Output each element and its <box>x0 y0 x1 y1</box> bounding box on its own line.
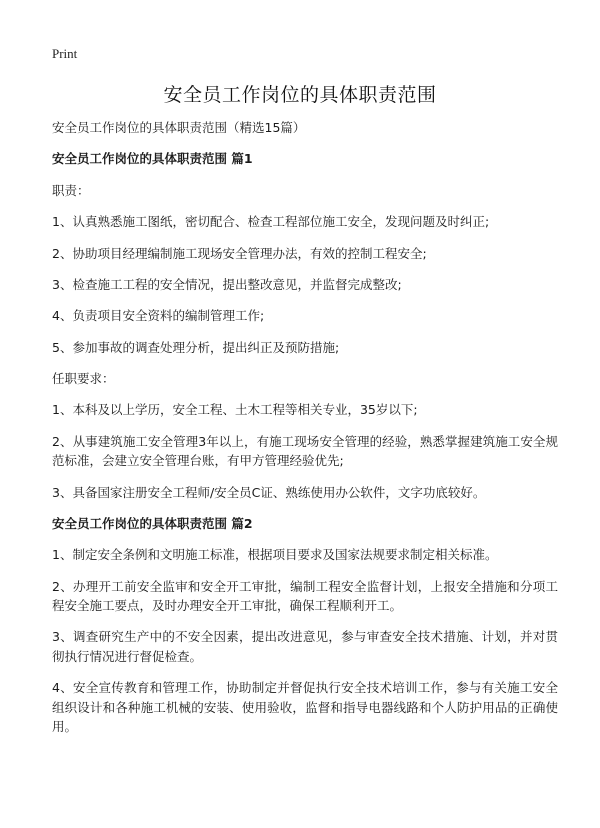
document-subtitle: 安全员工作岗位的具体职责范围（精选15篇） <box>52 120 306 135</box>
section-2 <box>52 514 558 736</box>
list-item: 3、调查研究生产中的不安全因素，提出改进意见，参与审查安全技术措施、计划，并对贯彻执行情况进行督促检查。 <box>52 629 558 664</box>
paragraph: 任职要求： <box>52 371 115 386</box>
section-heading: 安全员工作岗位的具体职责范围 篇2 <box>52 515 253 531</box>
section-heading: 安全员工作岗位的具体职责范围 篇1 <box>52 151 253 167</box>
section-1 <box>52 149 558 502</box>
list-item: 2、办理开工前安全监审和安全开工审批，编制工程安全监督计划，上报安全措施和分项工程安全施工要点，及时办理安全开工审批，确保工程顺利开工。 <box>52 578 558 613</box>
list-item: 1、本科及以上学历，安全工程、土木工程等相关专业，35岁以下; <box>52 402 418 418</box>
list-item: 1、制定安全条例和文明施工标准，根据项目要求及国家法规要求制定相关标准。 <box>52 547 498 563</box>
list-item: 2、从事建筑施工安全管理3年以上，有施工现场安全管理的经验，熟悉掌握建筑施工安全规范标准，会建立安全管理台账，有甲方管理经验优先; <box>52 433 558 469</box>
list-item: 1、认真熟悉施工图纸，密切配合、检查工程部位施工安全，发现问题及时纠正; <box>52 214 490 230</box>
page-title: 安全员工作岗位的具体职责范围 <box>163 84 437 106</box>
paragraph: 职责： <box>52 182 90 198</box>
list-item: 5、参加事故的调查处理分析，提出纠正及预防措施; <box>52 339 340 355</box>
print-link[interactable]: Print <box>52 46 78 61</box>
list-item: 4、安全宣传教育和管理工作，协助制定并督促执行安全技术培训工作，参与有关施工安全组织设计和各种施工机械的安装、使用验收，监督和指导电器线路和个人防护用品的正确使用。 <box>52 680 558 734</box>
document-body <box>52 118 558 748</box>
list-item: 3、具备国家注册安全工程师/安全员C证、熟练使用办公软件，文字功底较好。 <box>52 484 486 500</box>
list-item: 3、检查施工工程的安全情况，提出整改意见，并监督完成整改; <box>52 276 402 292</box>
list-item: 4、负责项目安全资料的编制管理工作; <box>52 308 265 324</box>
list-item: 2、协助项目经理编制施工现场安全管理办法，有效的控制工程安全; <box>52 245 427 261</box>
